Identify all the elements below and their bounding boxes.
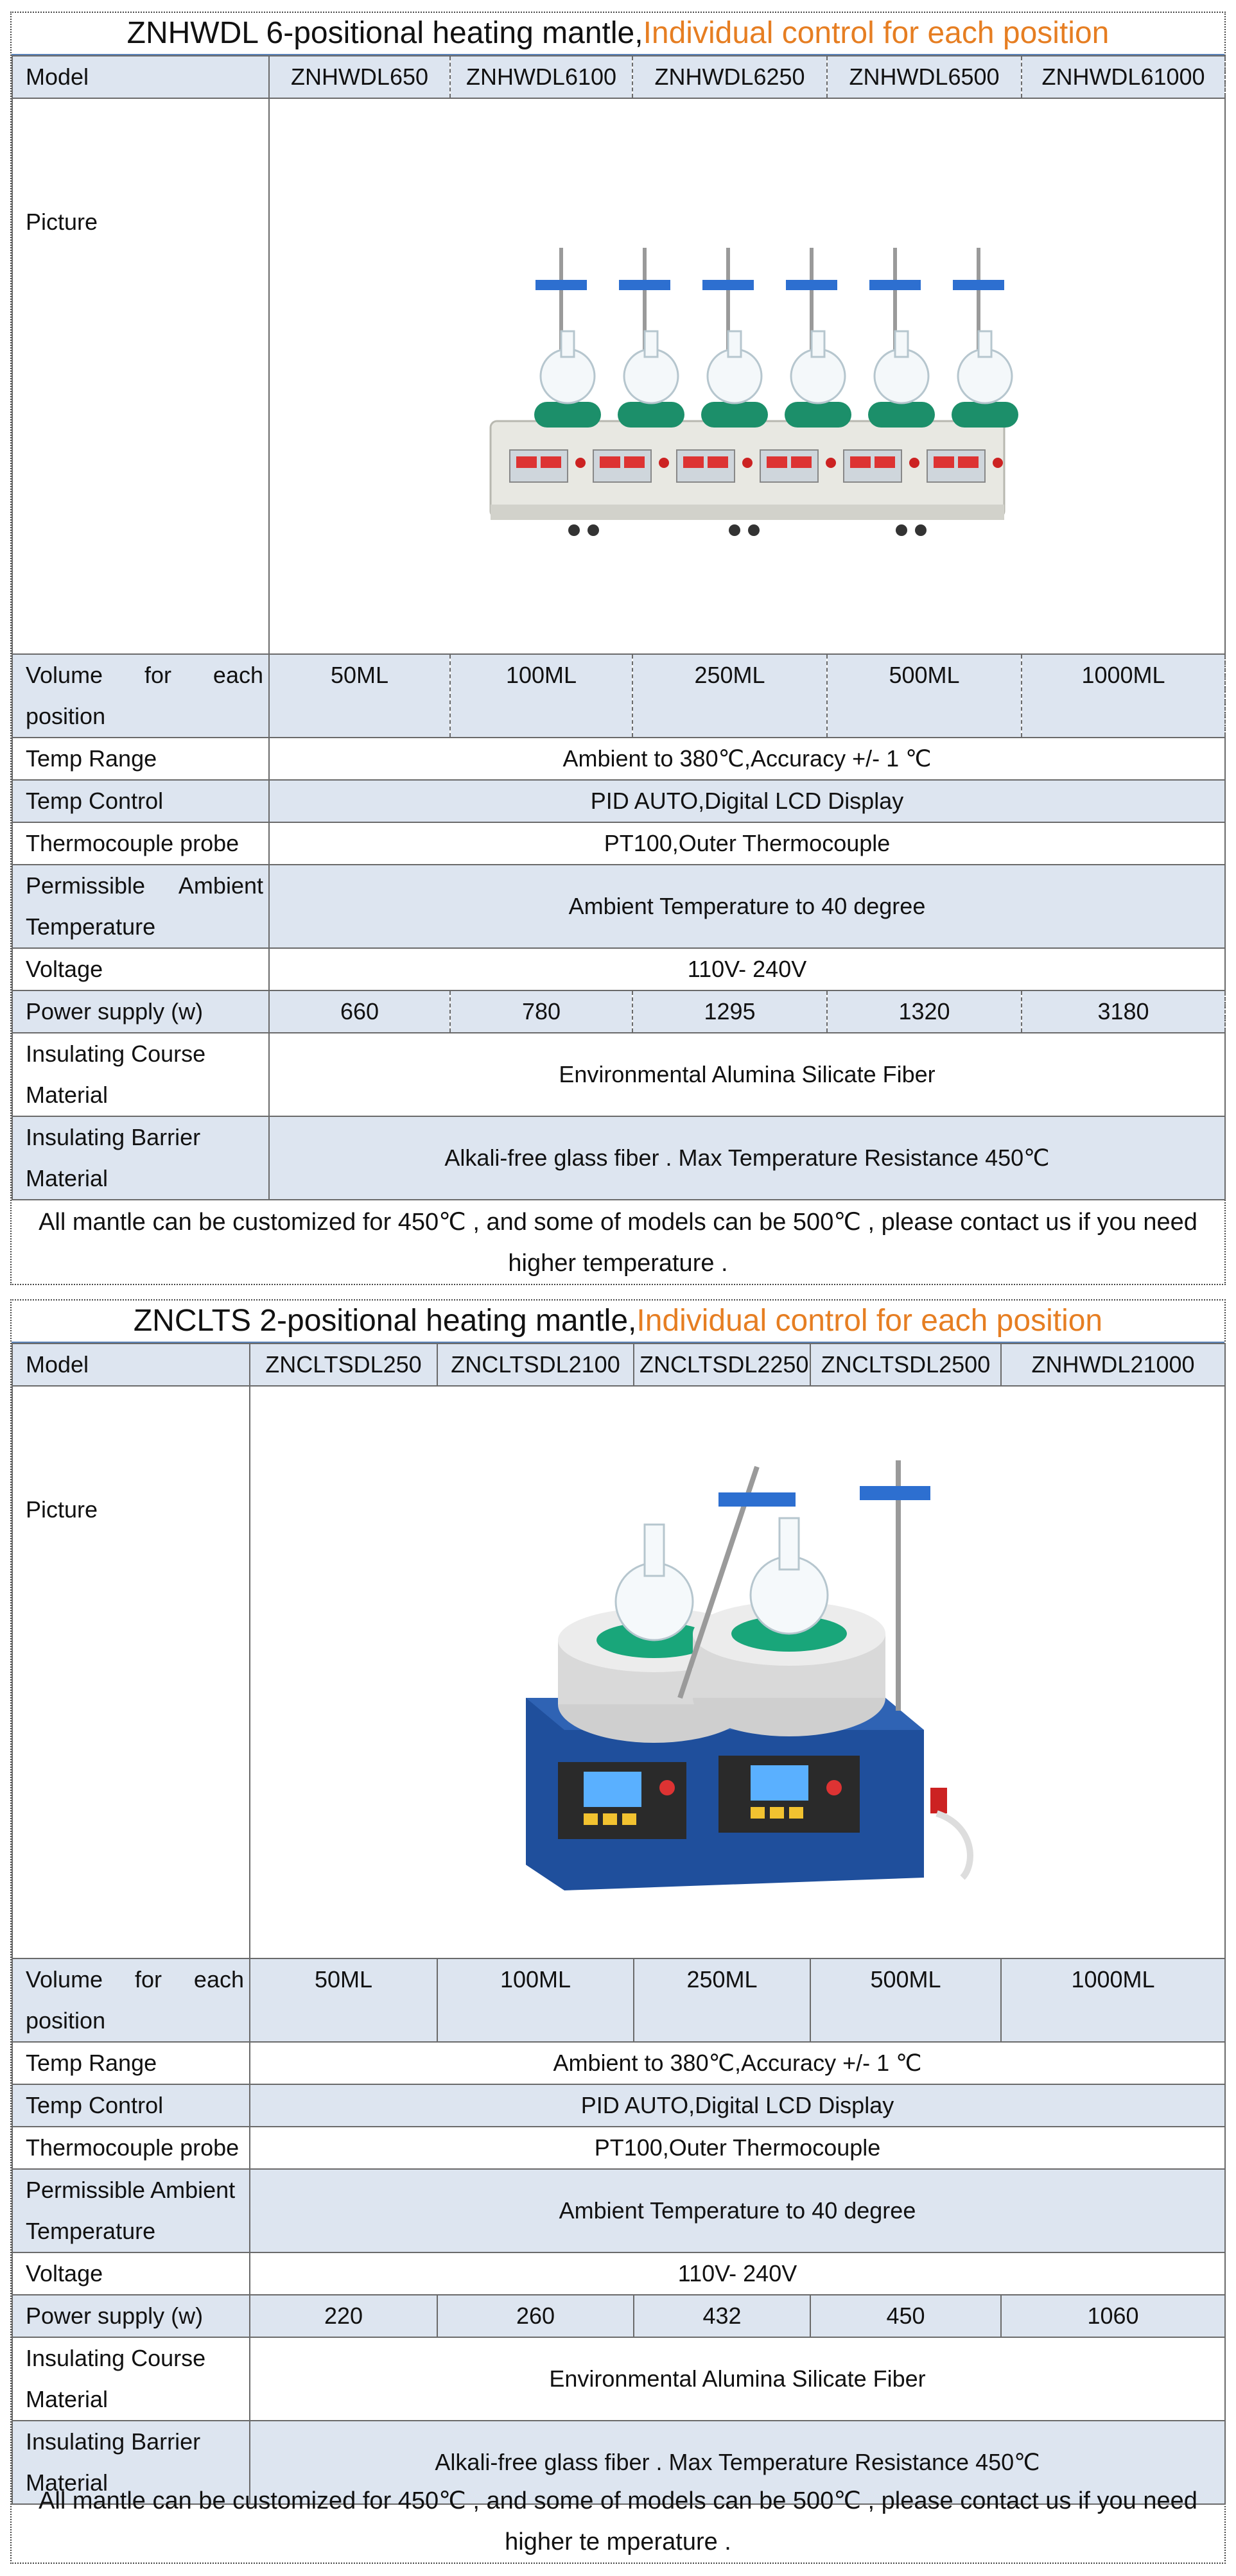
model-cell: ZNHWDL61000 bbox=[1022, 56, 1225, 98]
product-spec-section-2-position bbox=[10, 1299, 1226, 2564]
volume-cell: 250ML bbox=[632, 654, 827, 738]
power-label: Power supply (w) bbox=[12, 990, 269, 1033]
thermocouple-value: PT100,Outer Thermocouple bbox=[250, 2127, 1225, 2169]
model-cell: ZNHWDL21000 bbox=[1001, 1344, 1225, 1386]
model-cell: ZNCLTSDL2250 bbox=[634, 1344, 810, 1386]
power-cell: 1320 bbox=[827, 990, 1022, 1033]
insulating-course-value: Environmental Alumina Silicate Fiber bbox=[269, 1033, 1225, 1116]
model-cell: ZNCLTSDL2100 bbox=[437, 1344, 634, 1386]
temp-control-value: PID AUTO,Digital LCD Display bbox=[269, 780, 1225, 822]
ambient-label: Permissible Ambient Temperature bbox=[12, 2169, 250, 2252]
title-accent: Individual control for each position bbox=[636, 1304, 1103, 1338]
model-cell: ZNCLTSDL250 bbox=[250, 1344, 437, 1386]
product-spec-section-6-position bbox=[10, 12, 1226, 1285]
volume-cell: 50ML bbox=[250, 1958, 437, 2042]
title-main: ZNCLTS 2-positional heating mantle, bbox=[133, 1304, 637, 1338]
voltage-label: Voltage bbox=[12, 2252, 250, 2295]
thermocouple-label: Thermocouple probe bbox=[12, 2127, 250, 2169]
temp-range-label: Temp Range bbox=[12, 738, 269, 780]
model-cell: ZNHWDL650 bbox=[269, 56, 450, 98]
voltage-row bbox=[12, 948, 1225, 990]
volume-cell: 100ML bbox=[450, 654, 632, 738]
volume-cell: 100ML bbox=[437, 1958, 634, 2042]
ambient-value: Ambient Temperature to 40 degree bbox=[269, 865, 1225, 948]
power-cell: 432 bbox=[634, 2295, 810, 2337]
model-cell: ZNHWDL6100 bbox=[450, 56, 632, 98]
picture-row bbox=[12, 1386, 1225, 1958]
insulating-barrier-label: Insulating Barrier Material bbox=[12, 1116, 269, 1200]
customization-note: All mantle can be customized for 450℃ , and some of models can be 500℃ , please contact us if you need higher temperature . bbox=[39, 1209, 1197, 1277]
insulating-course-label: Insulating Course Material bbox=[12, 2337, 250, 2421]
section-title bbox=[12, 1301, 1224, 1344]
temp-control-label: Temp Control bbox=[12, 780, 269, 822]
model-cell: ZNHWDL6250 bbox=[632, 56, 827, 98]
volume-row bbox=[12, 654, 1225, 738]
temp-control-row bbox=[12, 2084, 1225, 2127]
volume-cell: 500ML bbox=[810, 1958, 1001, 2042]
volume-label: Volume for each position bbox=[12, 654, 269, 738]
temp-control-label: Temp Control bbox=[12, 2084, 250, 2127]
title-main: ZNHWDL 6-positional heating mantle, bbox=[126, 16, 643, 50]
insulating-course-value: Environmental Alumina Silicate Fiber bbox=[250, 2337, 1225, 2421]
model-row bbox=[12, 56, 1225, 98]
insulating-barrier-value: Alkali-free glass fiber . Max Temperature Resistance 450℃ bbox=[269, 1116, 1225, 1200]
picture-row bbox=[12, 98, 1225, 654]
temp-range-label: Temp Range bbox=[12, 2042, 250, 2084]
thermocouple-row bbox=[12, 2127, 1225, 2169]
power-row bbox=[12, 990, 1225, 1033]
model-cell: ZNHWDL6500 bbox=[827, 56, 1022, 98]
thermocouple-label: Thermocouple probe bbox=[12, 822, 269, 865]
voltage-value: 110V- 240V bbox=[250, 2252, 1225, 2295]
title-accent: Individual control for each position bbox=[643, 16, 1110, 50]
spec-table bbox=[12, 1343, 1226, 2505]
picture-cell bbox=[250, 1386, 1225, 1958]
power-cell: 660 bbox=[269, 990, 450, 1033]
power-cell: 3180 bbox=[1022, 990, 1225, 1033]
picture-label: Picture bbox=[12, 1386, 250, 1958]
picture-cell bbox=[269, 98, 1225, 654]
spec-table bbox=[12, 55, 1226, 1200]
ambient-row bbox=[12, 865, 1225, 948]
temp-control-value: PID AUTO,Digital LCD Display bbox=[250, 2084, 1225, 2127]
insulating-barrier-value: Alkali-free glass fiber . Max Temperature Resistance 450℃ bbox=[250, 2421, 1225, 2504]
power-cell: 1060 bbox=[1001, 2295, 1225, 2337]
picture-label: Picture bbox=[12, 98, 269, 654]
six-position-heating-mantle-photo bbox=[465, 209, 1030, 543]
customization-note: All mantle can be customized for 450℃ , and some of models can be 500℃ , please contact us if you need higher te mperature . bbox=[39, 2487, 1197, 2555]
ambient-value: Ambient Temperature to 40 degree bbox=[250, 2169, 1225, 2252]
thermocouple-row bbox=[12, 822, 1225, 865]
thermocouple-value: PT100,Outer Thermocouple bbox=[269, 822, 1225, 865]
temp-control-row bbox=[12, 780, 1225, 822]
insulating-barrier-label: Insulating Barrier Material bbox=[12, 2421, 250, 2504]
voltage-label: Voltage bbox=[12, 948, 269, 990]
insulating-course-row bbox=[12, 1033, 1225, 1116]
ambient-label: Permissible Ambient Temperature bbox=[12, 865, 269, 948]
two-position-heating-mantle-photo bbox=[487, 1428, 988, 1916]
insulating-course-row bbox=[12, 2337, 1225, 2421]
volume-cell: 250ML bbox=[634, 1958, 810, 2042]
temp-range-row bbox=[12, 2042, 1225, 2084]
section-title bbox=[12, 13, 1224, 56]
volume-cell: 50ML bbox=[269, 654, 450, 738]
model-cell: ZNCLTSDL2500 bbox=[810, 1344, 1001, 1386]
temp-range-value: Ambient to 380℃,Accuracy +/- 1 ℃ bbox=[250, 2042, 1225, 2084]
ambient-row bbox=[12, 2169, 1225, 2252]
insulating-barrier-row bbox=[12, 1116, 1225, 1200]
model-label: Model bbox=[12, 56, 269, 98]
temp-range-row bbox=[12, 738, 1225, 780]
volume-cell: 500ML bbox=[827, 654, 1022, 738]
insulating-course-label: Insulating Course Material bbox=[12, 1033, 269, 1116]
power-label: Power supply (w) bbox=[12, 2295, 250, 2337]
volume-cell: 1000ML bbox=[1001, 1958, 1225, 2042]
power-cell: 450 bbox=[810, 2295, 1001, 2337]
power-cell: 260 bbox=[437, 2295, 634, 2337]
volume-cell: 1000ML bbox=[1022, 654, 1225, 738]
power-cell: 220 bbox=[250, 2295, 437, 2337]
power-cell: 780 bbox=[450, 990, 632, 1033]
temp-range-value: Ambient to 380℃,Accuracy +/- 1 ℃ bbox=[269, 738, 1225, 780]
model-label: Model bbox=[12, 1344, 250, 1386]
model-row bbox=[12, 1344, 1225, 1386]
voltage-value: 110V- 240V bbox=[269, 948, 1225, 990]
volume-row bbox=[12, 1958, 1225, 2042]
voltage-row bbox=[12, 2252, 1225, 2295]
power-row bbox=[12, 2295, 1225, 2337]
volume-label: Volume for each position bbox=[12, 1958, 250, 2042]
power-cell: 1295 bbox=[632, 990, 827, 1033]
